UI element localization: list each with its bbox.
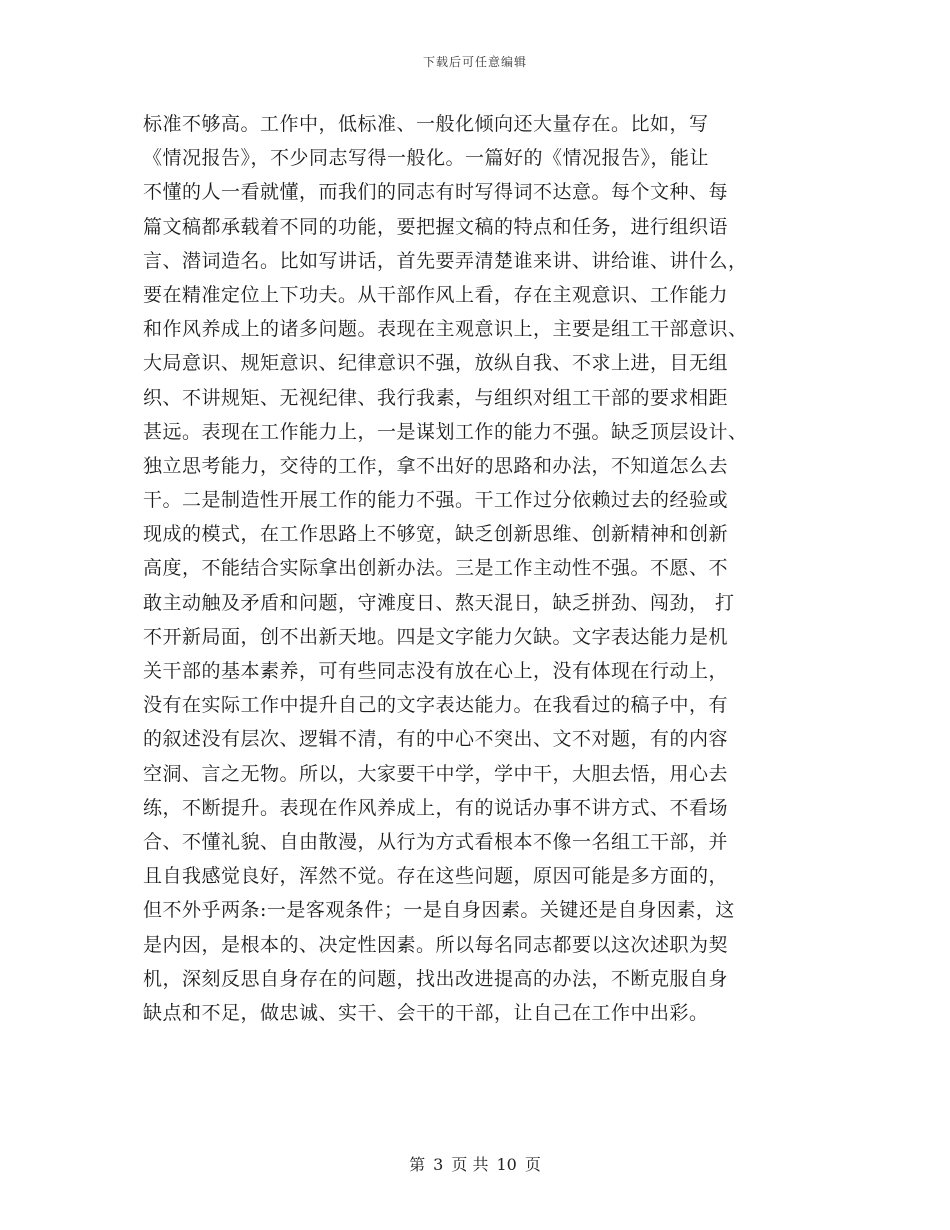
text-line: 现成的模式，在工作思路上不够宽，缺乏创新思维、创新精神和创新 xyxy=(143,523,729,546)
footer-prefix: 第 xyxy=(409,1155,426,1174)
text-line: 言、潜词造名。比如写讲话，首先要弄清楚谁来讲、讲给谁、讲什么， xyxy=(143,249,748,272)
text-line: 机，深刻反思自身存在的问题，找出改进提高的办法，不断克服自身 xyxy=(143,967,729,990)
text-line: 的叙述没有层次、逻辑不清，有的中心不突出、文不对题，有的内容 xyxy=(143,728,729,751)
text-line: 且自我感觉良好，浑然不觉。存在这些问题，原因可能是多方面的， xyxy=(143,865,729,888)
text-line: 合、不懂礼貌、自由散漫，从行为方式看根本不像一名组工干部，并 xyxy=(143,830,729,853)
text-line: 缺点和不足，做忠诚、实干、会干的干部，让自己在工作中出彩。 xyxy=(143,1001,709,1024)
text-line: 关干部的基本素养，可有些同志没有放在心上，没有体现在行动上， xyxy=(143,660,729,682)
text-line: 敢主动触及矛盾和问题，守滩度日、熬天混日，缺乏拼劲、闯劲， 打 xyxy=(143,591,735,614)
text-line: 干。二是制造性开展工作的能力不强。干工作过分依赖过去的经验或 xyxy=(143,489,729,512)
footer-suffix: 页 xyxy=(524,1155,541,1174)
text-line: 但不外乎两条:一是客观条件；一是自身因素。关键还是自身因素，这 xyxy=(143,899,735,922)
text-line: 没有在实际工作中提升自己的文字表达能力。在我看过的稿子中，有 xyxy=(143,694,729,717)
text-line: 《情况报告》，不少同志写得一般化。一篇好的《情况报告》，能让 xyxy=(143,147,710,170)
text-line: 甚远。表现在工作能力上，一是谋划工作的能力不强。缺乏顶层设计、 xyxy=(143,420,748,443)
text-line: 篇文稿都承载着不同的功能，要把握文稿的特点和任务，进行组织语 xyxy=(143,215,729,238)
text-line: 要在精准定位上下功夫。从干部作风上看，存在主观意识、工作能力 xyxy=(143,283,729,306)
text-line: 标准不够高。工作中，低标准、一般化倾向还大量存在。比如，写 xyxy=(143,113,709,135)
text-line: 练，不断提升。表现在作风养成上，有的说话办事不讲方式、不看场 xyxy=(143,796,729,819)
text-line: 高度，不能结合实际拿出创新办法。三是工作主动性不强。不愿、不 xyxy=(143,557,729,580)
text-line: 空洞、言之无物。所以，大家要干中学，学中干，大胆去悟，用心去 xyxy=(143,762,729,785)
text-line: 大局意识、规矩意识、纪律意识不强，放纵自我、不求上进，目无组 xyxy=(143,352,729,375)
total-page-count: 10 xyxy=(496,1155,517,1174)
text-line: 是内因，是根本的、决定性因素。所以每名同志都要以这次述职为契 xyxy=(143,933,729,956)
document-body xyxy=(143,107,803,1030)
text-line: 独立思考能力，交待的工作，拿不出好的思路和办法，不知道怎么去 xyxy=(143,454,729,477)
text-line: 不懂的人一看就懂，而我们的同志有时写得词不达意。每个文种、每 xyxy=(143,181,729,204)
current-page-number: 3 xyxy=(433,1155,444,1174)
text-line: 织、不讲规矩、无视纪律、我行我素，与组织对组工干部的要求相距 xyxy=(143,386,729,409)
page-footer xyxy=(0,1152,950,1175)
page-header: 下载后可任意编辑 xyxy=(422,55,527,69)
text-line: 和作风养成上的诸多问题。表现在主观意识上，主要是组工干部意识、 xyxy=(143,318,748,341)
text-line: 不开新局面，创不出新天地。四是文字能力欠缺。文字表达能力是机 xyxy=(143,625,729,648)
footer-middle: 页 共 xyxy=(451,1155,489,1174)
